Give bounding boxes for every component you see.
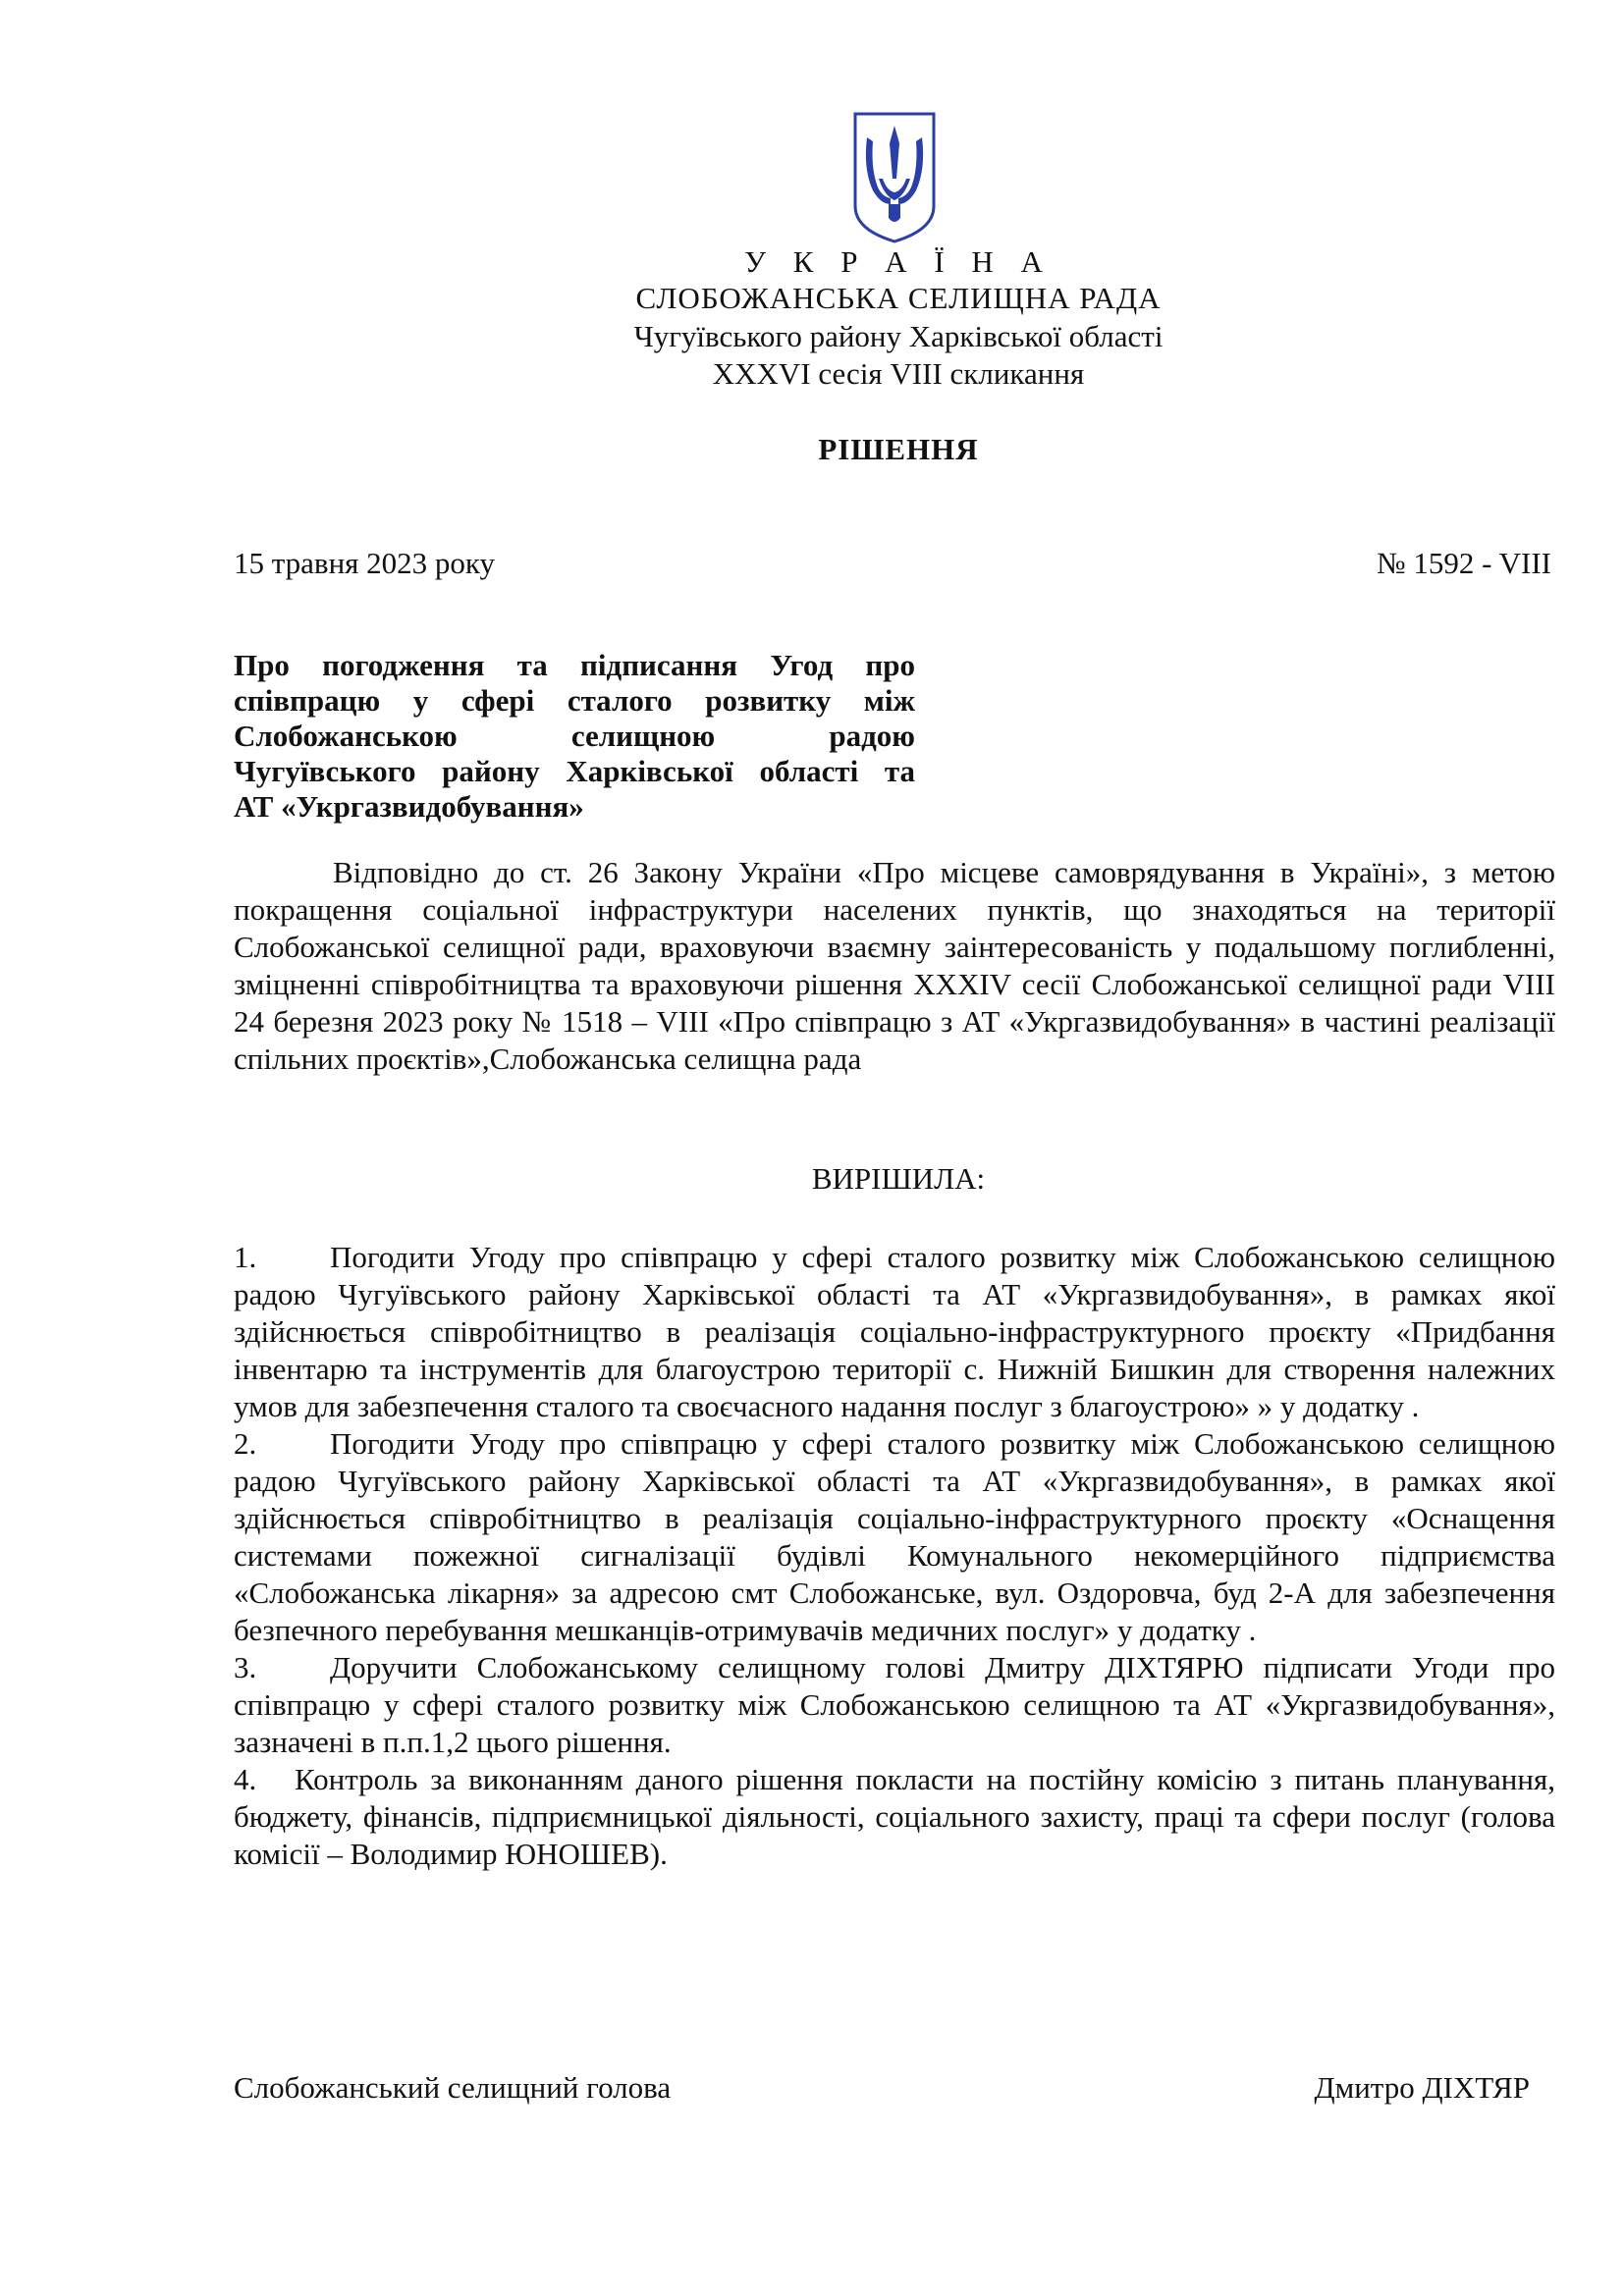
country-title: У К Р А Ї Н А (744, 244, 1053, 279)
council-name: СЛОБОЖАНСЬКА СЕЛИЩНА РАДА (635, 281, 1162, 315)
signatory-name: Дмитро ДІХТЯР (1314, 2070, 1530, 2105)
item-text: Контроль за виконанням даного рішення покласти на постійну комісію з питань планування, бюджету, фінансів, підприємницької діяльності, соціального захисту, праці та сфери послуг (голова комісії – Володимир ЮНОШЕВ). (234, 1762, 1555, 1871)
item-number: 1. (234, 1240, 257, 1274)
decision-number: № 1592 - VIII (1377, 546, 1551, 580)
preamble-paragraph: Відповідно до ст. 26 Закону України «Про місцеве самоврядування в Україні», з метою покращення соціальної інфраструктури населених пунктів, що знаходяться на території Слобожанської селищної ради, враховуючи взаємну заінтересованість у подальшому поглибленні, зміцненні співробітництва та враховуючи рішення XXXIV сесії Слобожанської селищної ради VIII 24 березня 2023 року № 1518 – VIII «Про співпрацю з АТ «Укргазвидобування» в частині реалізації спільних проєктів»,Слобожанська селищна рада (234, 855, 1555, 1076)
district-line: Чугуївського району Харківської області (633, 319, 1164, 353)
resolved-heading: ВИРІШИЛА: (811, 1161, 986, 1196)
subject-line: Чугуївського району Харківської області та (234, 754, 915, 788)
decision-date: 15 травня 2023 року (234, 546, 496, 580)
decision-items-list (234, 1239, 1555, 1873)
subject-line: співпрацю у сфері сталого розвитку між (234, 683, 915, 718)
subject-line: АТ «Укргазвидобування» (234, 789, 584, 824)
item-number: 3. (234, 1650, 257, 1684)
trident-coat-of-arms-icon (851, 110, 938, 245)
item-number: 2. (234, 1426, 257, 1461)
signatory-role: Слобожанський селищний голова (234, 2070, 672, 2105)
item-text: Погодити Угоду про співпрацю у сфері сталого розвитку між Слобожанською селищною радою Чугуївського району Харківської області та АТ «Укргазвидобування», в рамках якої здійснюється співробітництво в реалізація соціально-інфраструктурного проєкту «Придбання інвентарю та інструментів для благоустрою території с. Нижній Бишкин для створення належних умов для забезпечення сталого та своєчасного надання послуг з благоустрою» » у додатку . (234, 1240, 1555, 1423)
item-text: Доручити Слобожанському селищному голові Дмитру ДІХТЯРЮ підписати Угоди про співпрацю у сфері сталого розвитку між Слобожанською селищною та АТ «Укргазвидобування», зазначені в п.п.1,2 цього рішення. (234, 1650, 1555, 1759)
subject-line: Слобожанською селищною радою (234, 719, 915, 753)
item-text: Погодити Угоду про співпрацю у сфері сталого розвитку між Слобожанською селищною радою Чугуївського району Харківської області та АТ «Укргазвидобування», в рамках якої здійснюється співробітництво в реалізація соціально-інфраструктурного проєкту «Оснащення системами пожежної сигналізації будівлі Комунального некомерційного підприємства «Слобожанська лікарня» за адресою смт Слобожанське, вул. Оздоровча, буд 2-А для забезпечення безпечного перебування мешканців-отримувачів медичних послуг» у додатку . (234, 1426, 1555, 1647)
decision-item (234, 1425, 1555, 1649)
document-type-title: РІШЕННЯ (818, 432, 979, 466)
subject-line: Про погодження та підписання Угод про (234, 648, 915, 682)
session-line: XXXVI сесія VIII скликання (712, 356, 1085, 391)
decision-item (234, 1649, 1555, 1761)
decision-item (234, 1761, 1555, 1873)
decision-item (234, 1239, 1555, 1425)
decision-subject (234, 648, 915, 825)
item-number: 4. (234, 1762, 257, 1796)
